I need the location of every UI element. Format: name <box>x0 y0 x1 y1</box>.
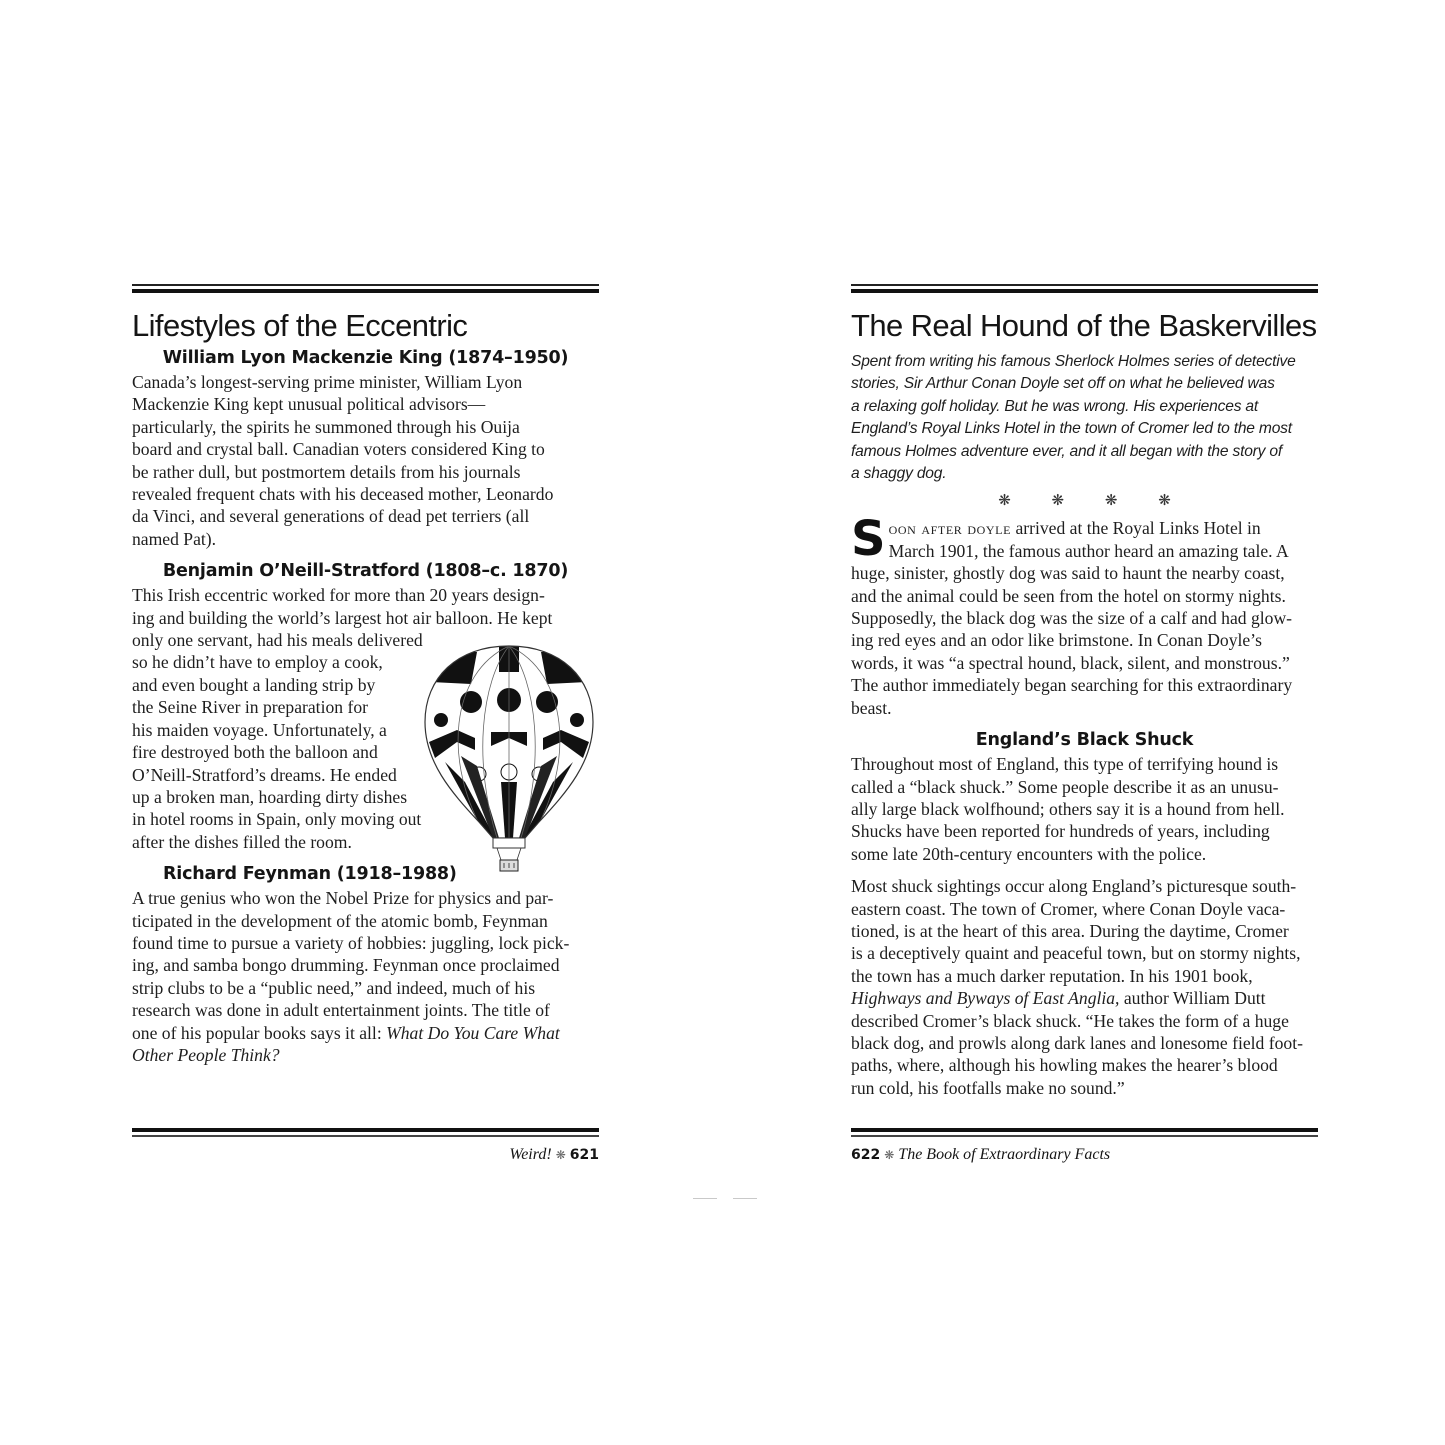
text-line: da Vinci, and several generations of dead pet terriers (all <box>132 506 530 527</box>
text-line: fire destroyed both the balloon and <box>132 742 378 763</box>
text-line: and the animal could be seen from the hotel on stormy nights. <box>851 585 1286 606</box>
text-line: particularly, the spirits he summoned through his Ouija <box>132 416 520 437</box>
text-line: ing red eyes and an odor like brimstone. In Conan Doyle’s <box>851 630 1262 651</box>
text-line: research was done in adult entertainment joints. The title of <box>132 1000 550 1021</box>
text-line: tioned, is at the heart of this area. During the daytime, Cromer <box>851 920 1289 941</box>
chapter-intro <box>851 351 1318 485</box>
text-line: ing, and samba bongo drumming. Feynman once proclaimed <box>132 955 560 976</box>
text-line: up a broken man, hoarding dirty dishes <box>132 786 408 807</box>
text-line: strip clubs to be a “public need,” and indeed, much of his <box>132 977 536 998</box>
text-line: paths, where, although his howling makes the hearer’s blood <box>851 1055 1278 1076</box>
text-line: ing and building the world’s largest hot air balloon. He kept <box>132 607 553 628</box>
text-line <box>132 1022 599 1044</box>
chapter-title: Lifestyles of the Eccentric <box>132 308 468 343</box>
ornament-divider-icon: ❋ ❋ ❋ ❋ <box>998 491 1189 510</box>
text-line: Supposedly, the black dog was the size of a calf and had glow- <box>851 608 1293 629</box>
book-title: What Do You Care What <box>386 1022 560 1043</box>
text-line: be rather dull, but postmortem details from his journals <box>132 461 521 482</box>
text-line: ally large black wolfhound; others say it is a hound from hell. <box>851 798 1285 819</box>
text-line: Throughout most of England, this type of terrifying hound is <box>851 754 1279 775</box>
opening-paragraph <box>851 511 1318 719</box>
text-fragment: author William Dutt <box>1119 988 1266 1009</box>
section-heading-oneill-stratford: Benjamin O’Neill-Stratford (1808–c. 1870) <box>162 561 569 582</box>
text-line: Canada’s longest-serving prime minister, William Lyon <box>132 372 523 392</box>
bottom-double-rule <box>851 1128 1318 1137</box>
text-line: famous Holmes adventure ever, and it all began with the story of <box>851 442 1282 460</box>
small-caps-lead: oon after doyle <box>888 518 1012 539</box>
text-line: only one servant, had his meals delivered <box>132 630 423 651</box>
page-number: 622 <box>851 1147 881 1163</box>
text-line: revealed frequent chats with his deceased mother, Leonardo <box>132 484 554 505</box>
text-line: eastern coast. The town of Cromer, where Conan Doyle vaca- <box>851 898 1286 919</box>
text-line: words, it was “a spectral hound, black, silent, and monstrous.” <box>851 652 1290 673</box>
black-shuck-paragraph-1 <box>851 753 1318 865</box>
text-line: and even bought a landing strip by <box>132 674 376 695</box>
text-line: some late 20th-century encounters with the police. <box>851 843 1207 864</box>
text-fragment: one of his popular books says it all: <box>132 1022 387 1043</box>
text-line: found time to pursue a variety of hobbies: juggling, lock pick- <box>132 932 570 953</box>
text-line: named Pat). <box>132 528 217 549</box>
text-line: is a deceptively quaint and peaceful town, but on stormy nights, <box>851 943 1301 964</box>
text-line: black dog, and prowls along dark lanes and lonesome field foot- <box>851 1032 1303 1053</box>
text-line: stories, Sir Arthur Conan Doyle set off on what he believed was <box>851 375 1275 393</box>
section-heading-feynman: Richard Feynman (1918–1988) <box>163 864 457 885</box>
text-line: board and crystal ball. Canadian voters considered King to <box>132 439 545 460</box>
text-line: A true genius who won the Nobel Prize for physics and par- <box>132 888 554 909</box>
left-page <box>132 284 599 1163</box>
chapter-title: The Real Hound of the Baskervilles <box>851 308 1317 343</box>
text-line: in hotel rooms in Spain, only moving out <box>132 809 422 830</box>
text-line: Mackenzie King kept unusual political advisors— <box>132 394 486 415</box>
page-number: 621 <box>569 1147 599 1163</box>
top-double-rule <box>132 284 599 293</box>
text-line: after the dishes filled the room. <box>132 831 352 852</box>
text-line: Spent from writing his famous Sherlock Holmes series of detective <box>851 353 1296 370</box>
running-head: The Book of Extraordinary Facts <box>898 1146 1111 1163</box>
text-line: beast. <box>851 697 892 718</box>
text-line: England’s Royal Links Hotel in the town of Cromer led to the most <box>851 420 1292 438</box>
text-line: ticipated in the development of the atomic bomb, Feynman <box>132 910 548 931</box>
book-title: Highways and Byways of East Anglia, <box>851 988 1120 1009</box>
text-line: described Cromer’s black shuck. “He takes the form of a huge <box>851 1010 1289 1031</box>
book-title: Other People Think? <box>132 1044 280 1065</box>
text-line: run cold, his footfalls make no sound.” <box>851 1077 1125 1098</box>
text-line: Shucks have been reported for hundreds of years, including <box>851 821 1270 842</box>
text-line: his maiden voyage. Unfortunately, a <box>132 719 387 740</box>
text-line <box>132 1044 599 1066</box>
hot-air-balloon-illustration <box>421 642 597 874</box>
top-double-rule <box>851 284 1318 293</box>
bottom-double-rule <box>132 1128 599 1137</box>
ornament-icon: ❋ <box>555 1148 566 1162</box>
section-heading-king: William Lyon Mackenzie King (1874–1950) <box>162 348 569 368</box>
black-shuck-paragraph-2 <box>851 875 1318 1099</box>
text-line: The author immediately began searching for this extraordinary <box>851 675 1293 696</box>
section-body-feynman <box>132 887 599 1066</box>
text-fragment: arrived at the Royal Links Hotel in <box>1011 518 1261 539</box>
text-line: a shaggy dog. <box>851 465 947 483</box>
ornament-icon: ❋ <box>884 1148 895 1162</box>
page-indicator-dash-2[interactable] <box>733 1198 757 1199</box>
text-line: so he didn’t have to employ a cook, <box>132 652 383 673</box>
drop-cap: S <box>851 511 886 568</box>
right-page <box>851 284 1318 1163</box>
page-footer <box>132 1145 599 1165</box>
text-line: huge, sinister, ghostly dog was said to haunt the nearby coast, <box>851 563 1285 584</box>
section-heading-black-shuck: England’s Black Shuck <box>975 730 1194 751</box>
page-footer <box>851 1145 1318 1165</box>
text-line: called a “black shuck.” Some people describe it as an unusu- <box>851 776 1279 797</box>
text-line: This Irish eccentric worked for more than 20 years design- <box>132 585 545 606</box>
running-head: Weird! <box>509 1146 552 1163</box>
text-line: a relaxing golf holiday. But he was wrong. His experiences at <box>851 397 1259 415</box>
section-body-king <box>132 371 599 550</box>
text-line <box>851 987 1318 1009</box>
text-line <box>851 517 1318 539</box>
text-line: O’Neill-Stratford’s dreams. He ended <box>132 764 397 785</box>
text-line: the Seine River in preparation for <box>132 697 368 718</box>
text-line: March 1901, the famous author heard an amazing tale. A <box>888 540 1289 561</box>
text-line: the town has a much darker reputation. In his 1901 book, <box>851 965 1253 986</box>
text-line: Most shuck sightings occur along England’s picturesque south- <box>851 876 1297 897</box>
page-indicator-dash-1[interactable] <box>693 1198 717 1199</box>
